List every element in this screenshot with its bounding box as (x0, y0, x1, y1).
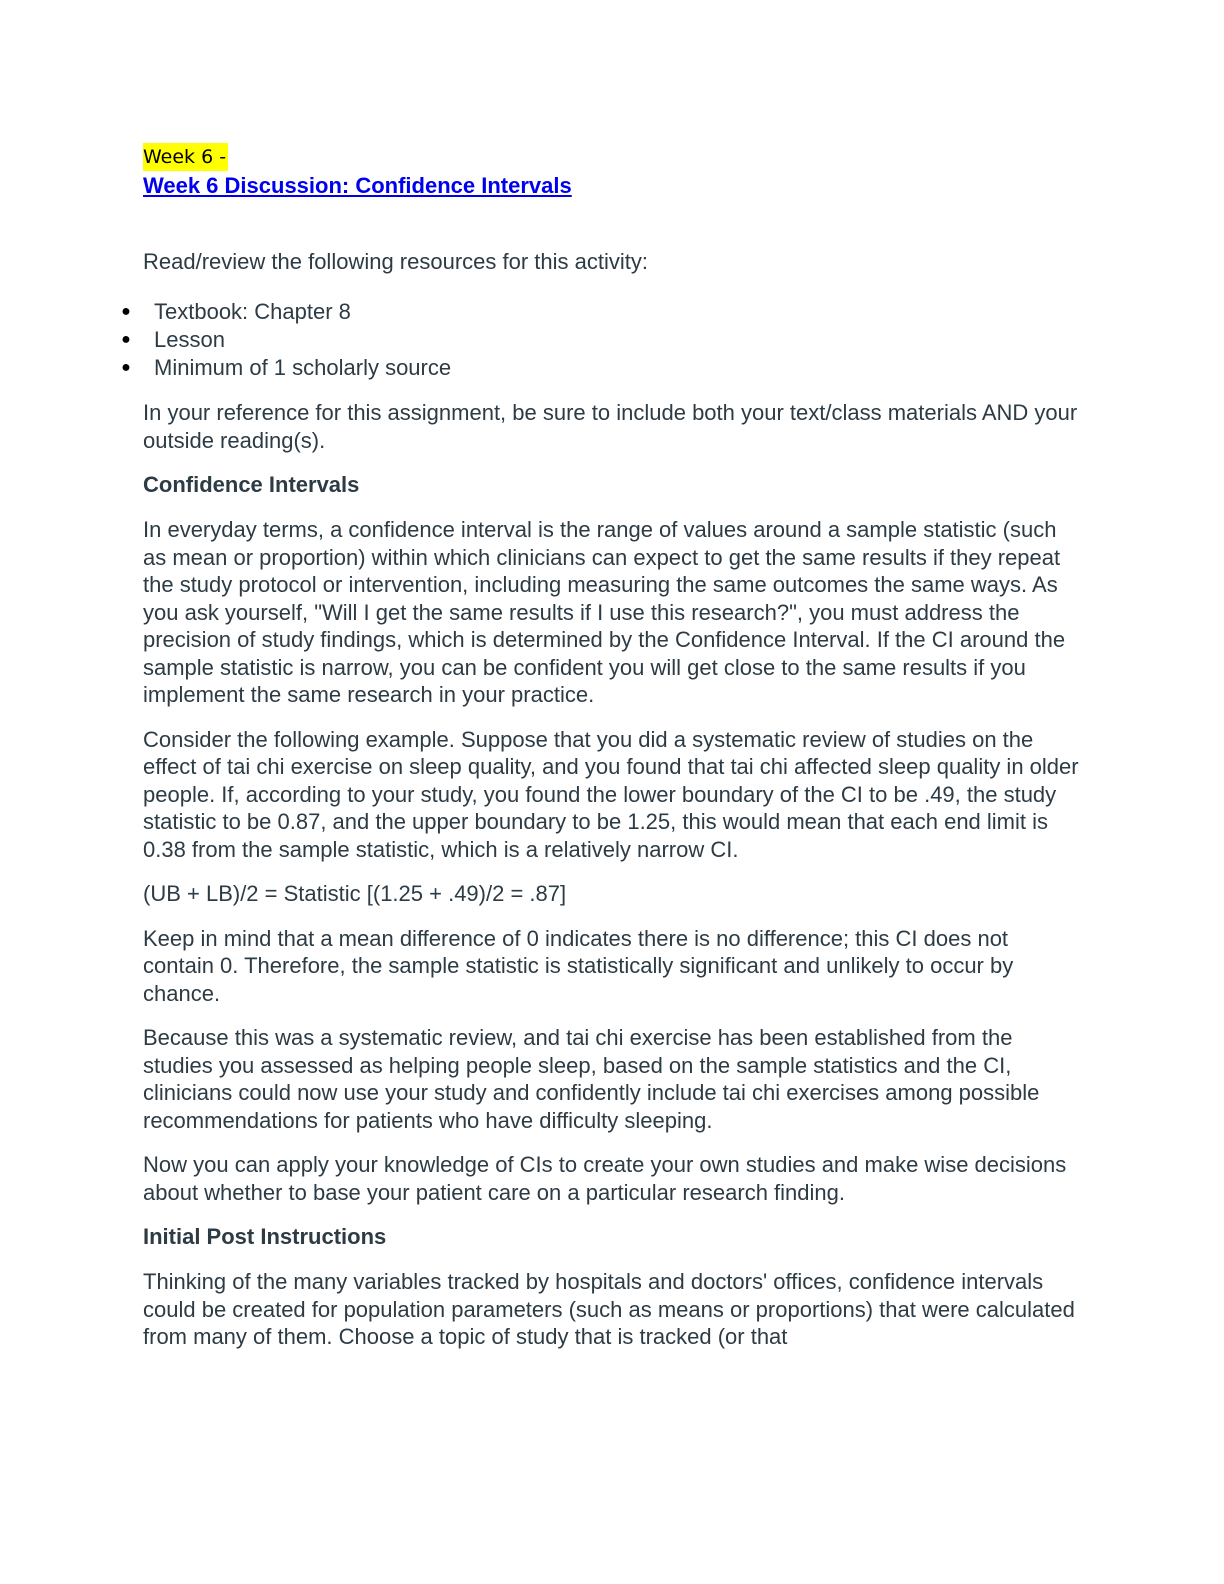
week-label-highlight: Week 6 - (143, 143, 228, 171)
initial-post-paragraph: Thinking of the many variables tracked by hospitals and doctors' offices, confidence intervals could be created for population parameters (such as means or proportions) that were calculated from many of them. Choose a topic of study that is tracked (or that (143, 1269, 1075, 1349)
ci-paragraph-definition: In everyday terms, a confidence interval is the range of values around a sample statistic (such as mean or proportion) within which clinicians can expect to get the same results if they repeat the study protocol or intervention, including measuring the same outcomes the same ways. As you ask yourself, "Will I get the same results if I use this research?", you must address the precision of study findings, which is determined by the Confidence Interval. If the CI around the sample statistic is narrow, you can be confident you will get close to the same results if you implement the same research in your practice. (143, 517, 1066, 707)
bullet-icon: ● (121, 359, 131, 376)
ci-paragraph-zero: Keep in mind that a mean difference of 0 indicates there is no difference; this CI does not contain 0. Therefore, the sample statistic is statistically significant and unlikely to occur by chance. (143, 925, 1014, 1006)
list-item (121, 298, 1083, 326)
document-page (121, 143, 1083, 1351)
discussion-title-link[interactable]: Week 6 Discussion: Confidence Intervals (143, 173, 572, 198)
list-item (121, 354, 1083, 382)
initial-post-heading: Initial Post Instructions (143, 1224, 387, 1249)
resource-label: Minimum of 1 scholarly source (154, 355, 452, 380)
resource-label: Textbook: Chapter 8 (154, 299, 351, 324)
reference-note: In your reference for this assignment, be sure to include both your text/class materials AND your outside reading(s). (143, 400, 1078, 453)
resource-label: Lesson (154, 327, 225, 352)
ci-paragraph-review: Because this was a systematic review, and tai chi exercise has been established from the studies you assessed as helping people sleep, based on the sample statistics and the CI, clinicians could now use your study and confidently include tai chi exercises among possible recommendations for patients who have difficulty sleeping. (143, 1025, 1040, 1133)
ci-paragraph-example: Consider the following example. Suppose that you did a systematic review of studies on the effect of tai chi exercise on sleep quality, and you found that tai chi affected sleep quality in older people. If, according to your study, you found the lower boundary of the CI to be .49, the study statistic to be 0.87, and the upper boundary to be 1.25, this would mean that each end limit is 0.38 from the sample statistic, which is a relatively narrow CI. (143, 726, 1079, 862)
intro-text: Read/review the following resources for this activity: (143, 249, 648, 274)
ci-formula: (UB + LB)/2 = Statistic [(1.25 + .49)/2 = .87] (143, 881, 567, 906)
resource-list (121, 298, 1083, 382)
bullet-icon: ● (121, 303, 131, 320)
list-item (121, 326, 1083, 354)
ci-paragraph-apply: Now you can apply your knowledge of CIs to create your own studies and make wise decisions about whether to base your patient care on a particular research finding. (143, 1152, 1067, 1205)
bullet-icon: ● (121, 331, 131, 348)
confidence-intervals-heading: Confidence Intervals (143, 472, 360, 497)
